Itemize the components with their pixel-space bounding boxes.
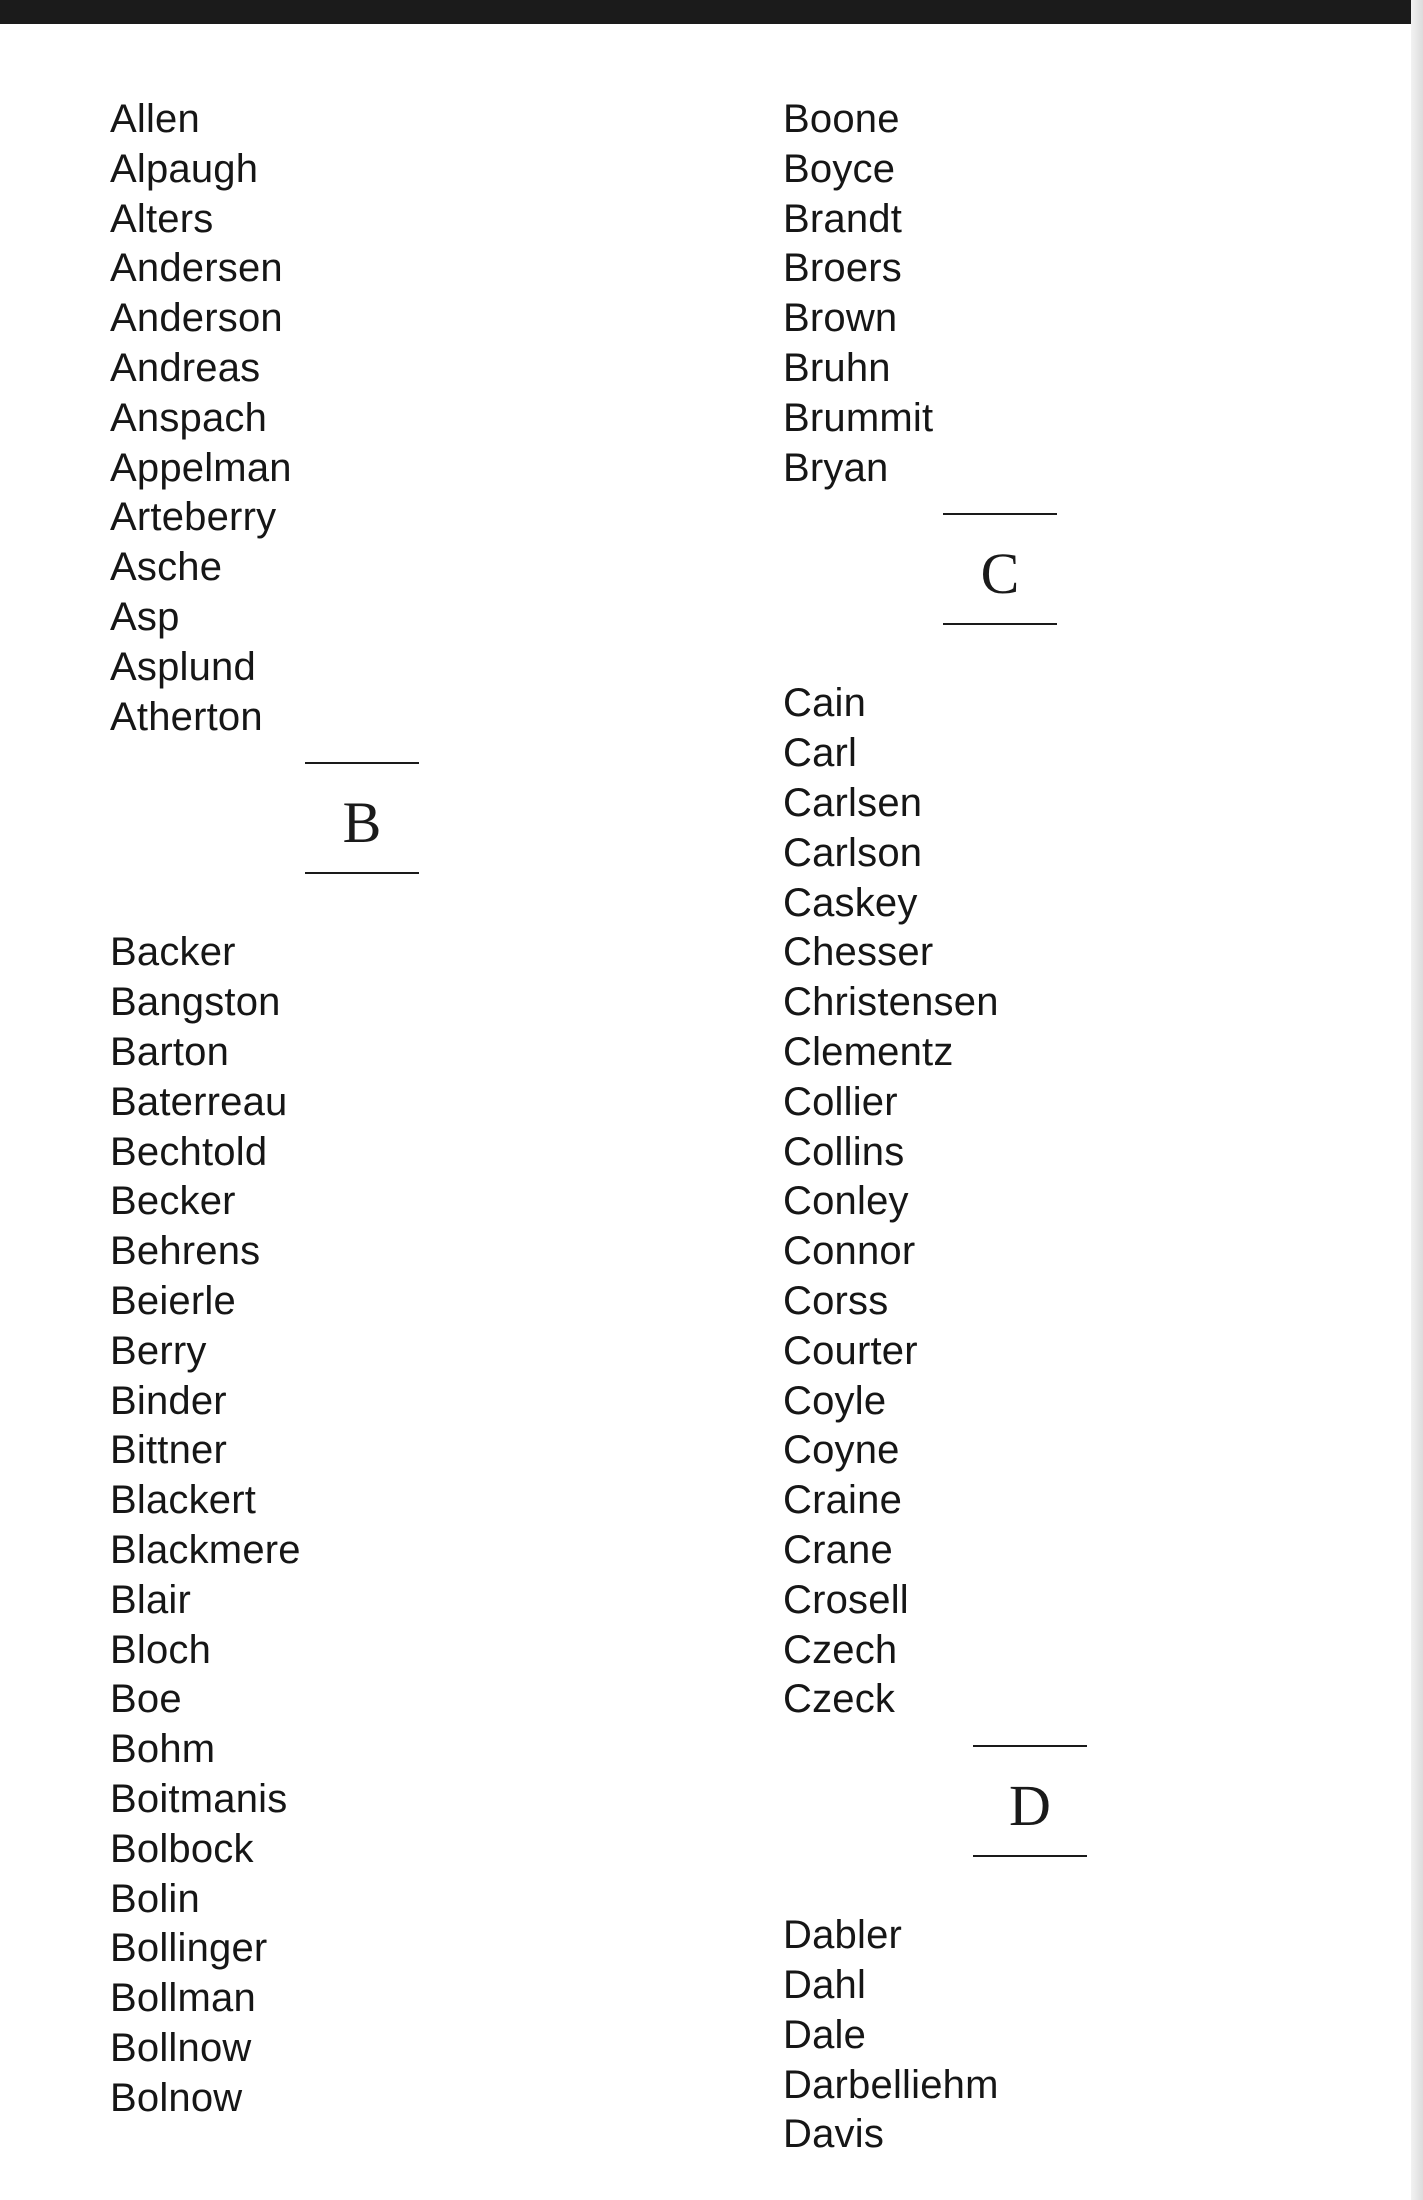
name-entry: Blackmere <box>110 1527 301 1572</box>
name-entry: Bolin <box>110 1876 200 1921</box>
name-entry: Coyne <box>783 1428 900 1473</box>
name-entry: Carlson <box>783 830 923 875</box>
name-entry: Appelman <box>110 445 292 490</box>
name-entry: Bollnow <box>110 2025 252 2070</box>
names-group-b-continued <box>783 95 1343 493</box>
divider-rule-top <box>305 762 419 764</box>
name-entry: Behrens <box>110 1229 261 1274</box>
name-entry: Barton <box>110 1029 230 1074</box>
divider-rule-bottom <box>973 1855 1087 1857</box>
name-entry: Czeck <box>783 1677 896 1722</box>
name-entry: Becker <box>110 1179 236 1224</box>
name-entry: Alters <box>110 196 214 241</box>
name-entry: Anderson <box>110 296 283 341</box>
name-entry: Boyce <box>783 146 896 191</box>
name-entry: Brummit <box>783 395 934 440</box>
name-entry: Beierle <box>110 1278 236 1323</box>
name-entry: Atherton <box>110 694 263 739</box>
name-entry: Blackert <box>110 1478 257 1523</box>
name-entry: Connor <box>783 1229 916 1274</box>
page-top-border <box>0 0 1423 24</box>
divider-rule-bottom <box>943 623 1057 625</box>
name-entry: Bittner <box>110 1428 228 1473</box>
name-entry: Craine <box>783 1478 903 1523</box>
name-entry: Carlsen <box>783 780 923 825</box>
name-entry: Coyle <box>783 1378 887 1423</box>
name-entry: Baterreau <box>110 1079 288 1124</box>
section-letter-d: D <box>1009 1773 1051 1839</box>
right-column <box>783 95 1343 2160</box>
name-entry: Blair <box>110 1577 192 1622</box>
name-entry: Corss <box>783 1278 889 1323</box>
name-entry: Asplund <box>110 644 256 689</box>
name-entry: Arteberry <box>110 495 277 540</box>
name-entry: Brown <box>783 296 898 341</box>
name-entry: Collier <box>783 1079 898 1124</box>
name-entry: Asp <box>110 594 180 639</box>
name-entry: Dahl <box>783 1962 867 2007</box>
letter-divider-c <box>783 493 1343 679</box>
names-group-a <box>110 95 670 742</box>
name-entry: Andersen <box>110 246 283 291</box>
name-entry: Bloch <box>110 1627 212 1672</box>
name-entry: Bryan <box>783 445 889 490</box>
names-group-c <box>783 679 1343 1725</box>
name-entry: Caskey <box>783 880 918 925</box>
name-entry: Carl <box>783 731 858 776</box>
name-entry: Backer <box>110 930 236 975</box>
left-column <box>110 95 670 2123</box>
name-entry: Boitmanis <box>110 1776 288 1821</box>
name-entry: Andreas <box>110 345 261 390</box>
name-entry: Brandt <box>783 196 903 241</box>
name-entry: Chesser <box>783 930 934 975</box>
name-entry: Collins <box>783 1129 905 1174</box>
name-entry: Boone <box>783 97 900 141</box>
letter-divider-b <box>110 742 670 928</box>
name-entry: Anspach <box>110 395 268 440</box>
name-entry: Berry <box>110 1328 207 1373</box>
name-entry: Dabler <box>783 1913 903 1958</box>
page-right-border <box>1411 0 1423 2200</box>
name-entry: Clementz <box>783 1029 954 1074</box>
name-entry: Christensen <box>783 980 999 1025</box>
name-entry: Davis <box>783 2112 885 2157</box>
name-entry: Bollman <box>110 1976 256 2021</box>
name-entry: Allen <box>110 97 200 141</box>
divider-rule-top <box>943 513 1057 515</box>
section-letter-b: B <box>342 790 382 856</box>
name-entry: Broers <box>783 246 903 291</box>
name-entry: Cain <box>783 681 867 726</box>
name-entry: Bolnow <box>110 2075 243 2120</box>
names-group-d <box>783 1911 1343 2160</box>
names-group-b <box>110 928 670 2123</box>
name-entry: Bangston <box>110 980 281 1025</box>
divider-rule-bottom <box>305 872 419 874</box>
name-entry: Bruhn <box>783 345 891 390</box>
name-entry: Asche <box>110 545 223 590</box>
name-entry: Boe <box>110 1677 182 1722</box>
name-entry: Crane <box>783 1527 893 1572</box>
letter-divider-d <box>783 1725 1343 1911</box>
name-entry: Bohm <box>110 1727 216 1772</box>
name-entry: Alpaugh <box>110 146 259 191</box>
section-letter-c: C <box>980 541 1020 607</box>
name-entry: Crosell <box>783 1577 909 1622</box>
divider-rule-top <box>973 1745 1087 1747</box>
name-entry: Darbelliehm <box>783 2062 999 2107</box>
name-entry: Bechtold <box>110 1129 268 1174</box>
name-entry: Bolbock <box>110 1826 254 1871</box>
name-entry: Conley <box>783 1179 909 1224</box>
name-entry: Dale <box>783 2012 867 2057</box>
name-entry: Czech <box>783 1627 898 1672</box>
name-entry: Binder <box>110 1378 227 1423</box>
name-entry: Courter <box>783 1328 918 1373</box>
name-entry: Bollinger <box>110 1926 268 1971</box>
